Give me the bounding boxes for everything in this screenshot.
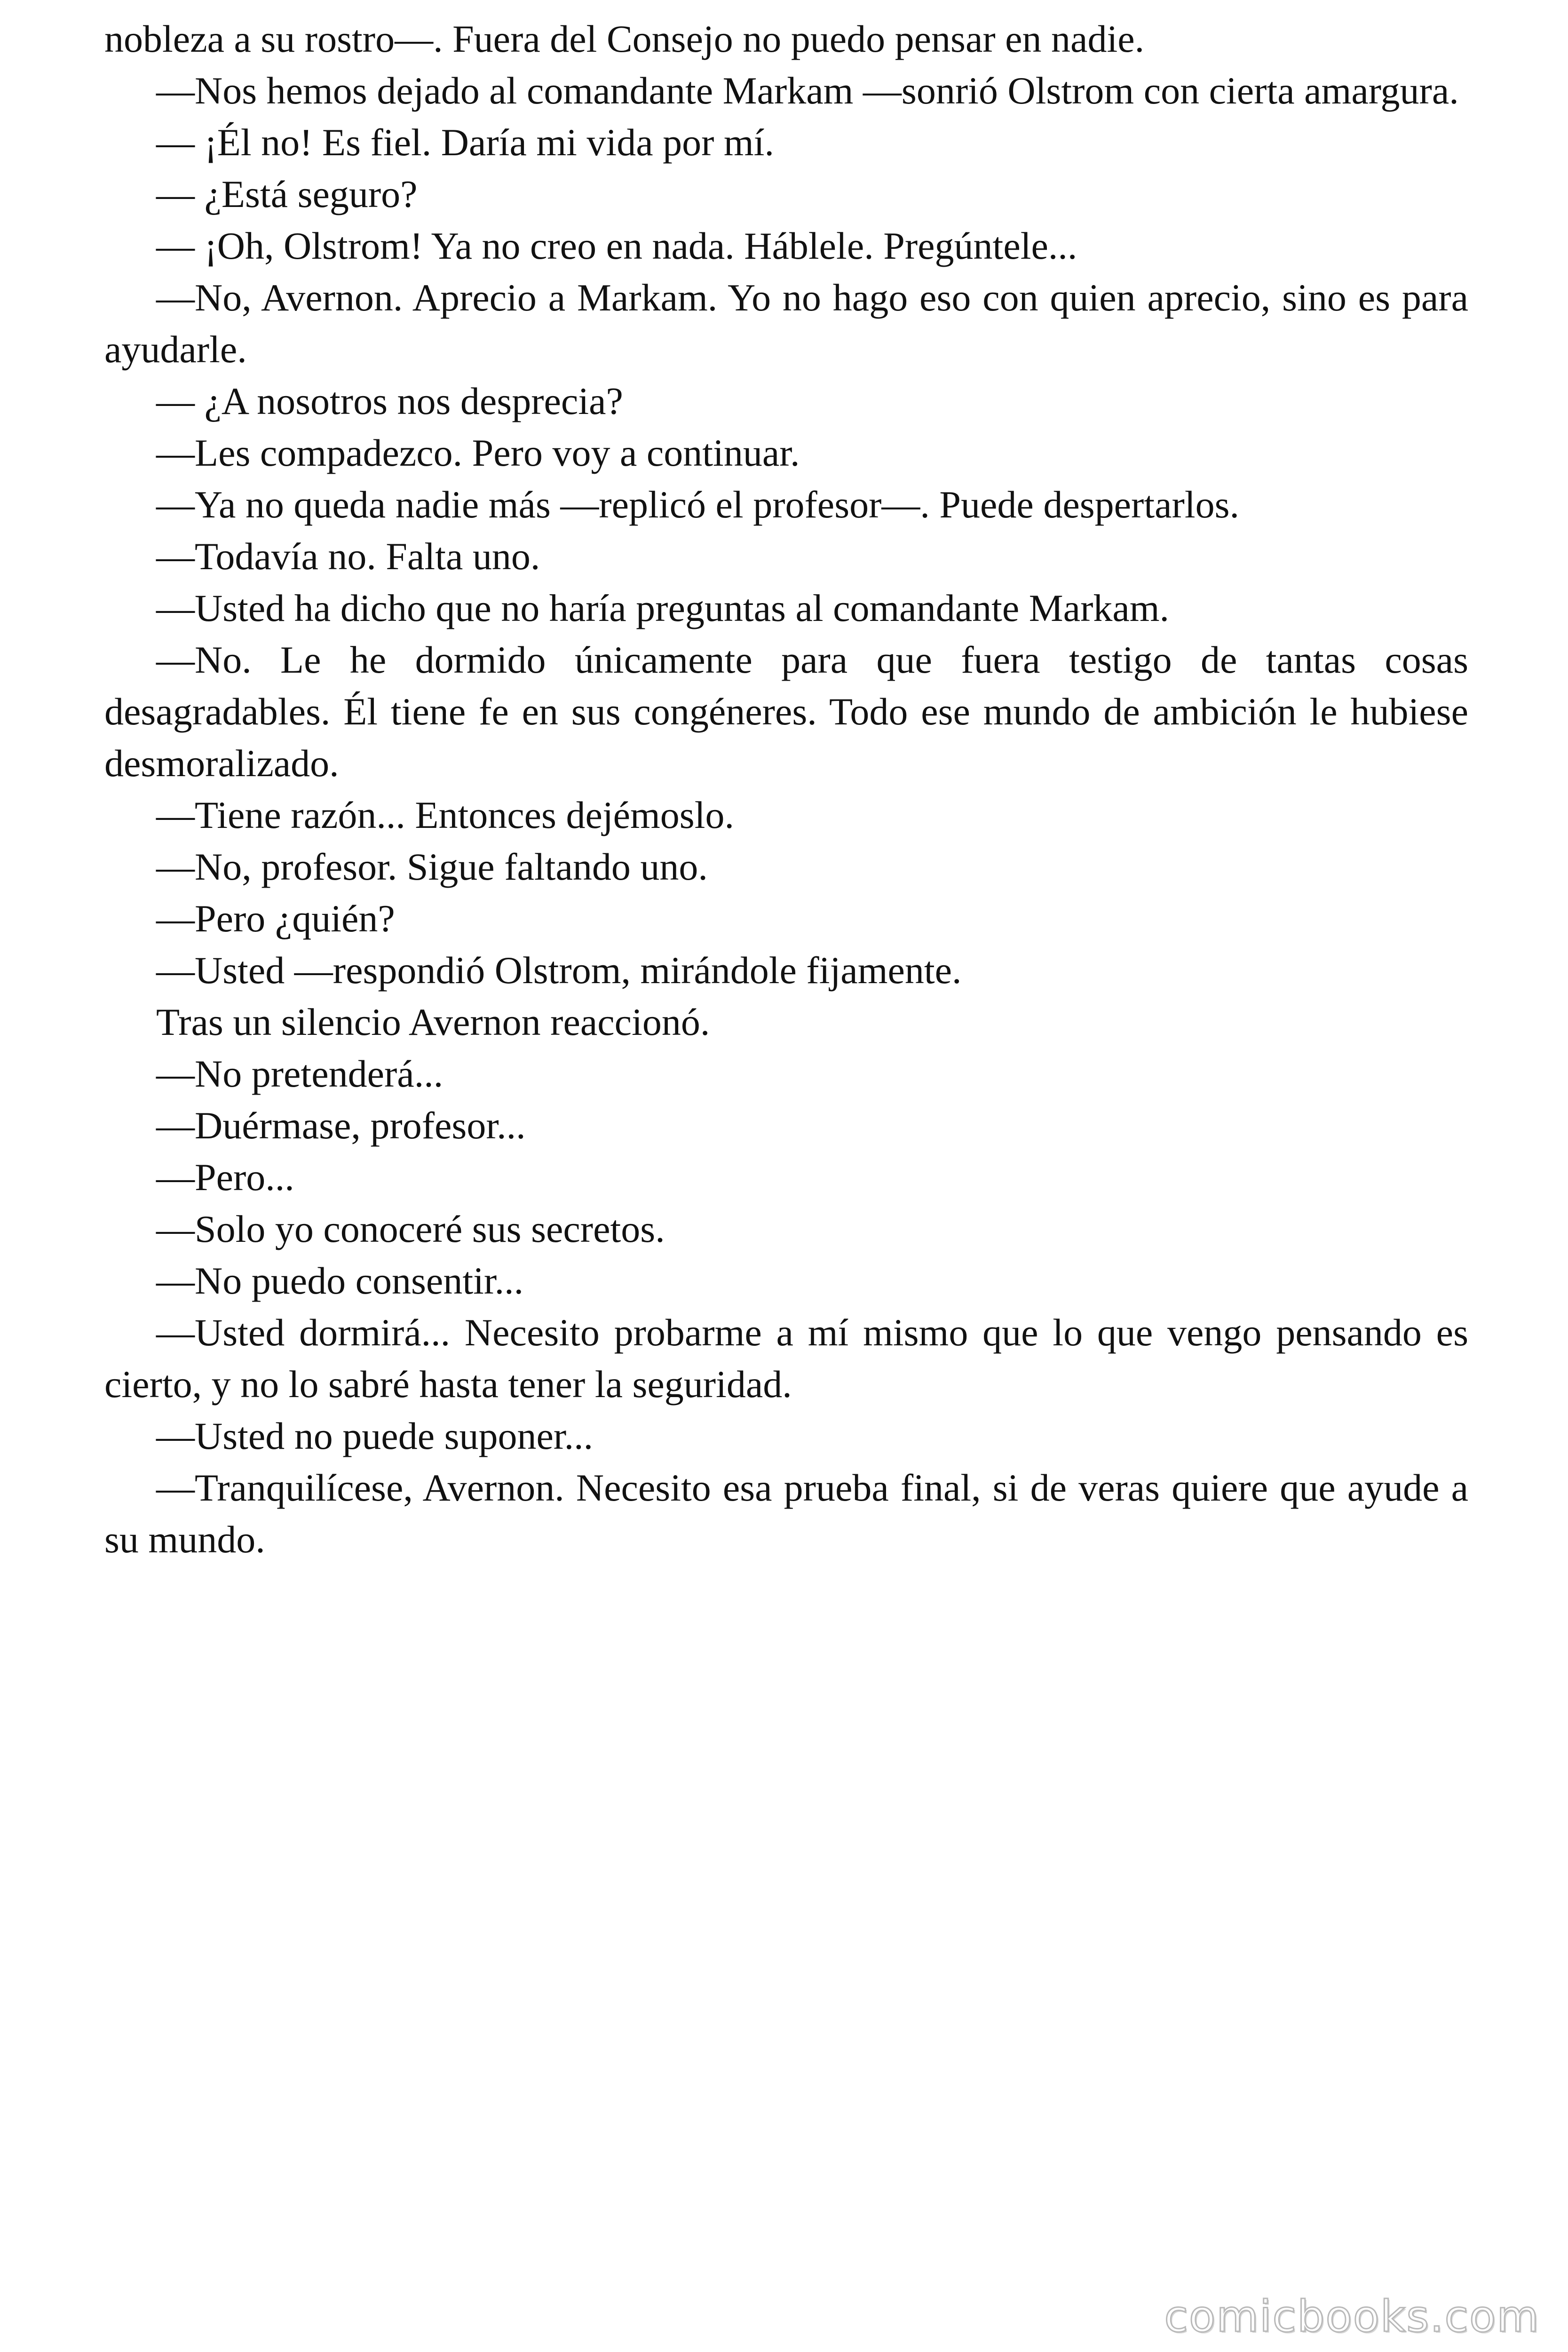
- paragraph: —Tiene razón... Entonces dejémoslo.: [156, 794, 734, 836]
- watermark: comicbooks.com: [1164, 2291, 1540, 2342]
- paragraph: — ¡Oh, Olstrom! Ya no creo en nada. Háblele. Pregúntele...: [156, 224, 1077, 267]
- paragraph: —Usted ha dicho que no haría preguntas al comandante Markam.: [156, 587, 1170, 629]
- paragraph: —Pero...: [156, 1156, 294, 1199]
- paragraph: — ¿Está seguro?: [156, 173, 418, 215]
- paragraph: —Usted no puede suponer...: [156, 1414, 594, 1457]
- paragraph: Tras un silencio Avernon reaccionó.: [156, 1001, 710, 1043]
- paragraph: nobleza a su rostro—. Fuera del Consejo no puedo pensar en nadie.: [104, 17, 1145, 60]
- text-body: [104, 13, 1468, 1565]
- paragraph: —Pero ¿quién?: [156, 897, 395, 940]
- paragraph: —No. Le he dormido únicamente para que fuera testigo de tantas cosas desagradables. Él tiene fe en sus congéneres. Todo ese mundo de ambición le hubiese desmoralizado.: [104, 638, 1468, 785]
- paragraph: —No puedo consentir...: [156, 1259, 524, 1302]
- paragraph: —Todavía no. Falta uno.: [156, 535, 540, 578]
- paragraph: —Solo yo conoceré sus secretos.: [156, 1208, 665, 1250]
- paragraph: —No, profesor. Sigue faltando uno.: [156, 845, 708, 888]
- paragraph: —Tranquilícese, Avernon. Necesito esa prueba final, si de veras quiere que ayude a su mundo.: [104, 1466, 1468, 1561]
- paragraph: — ¡Él no! Es fiel. Daría mi vida por mí.: [156, 121, 774, 164]
- paragraph: —Duérmase, profesor...: [156, 1104, 526, 1147]
- paragraph: —Ya no queda nadie más —replicó el profesor—. Puede despertarlos.: [156, 483, 1240, 526]
- paragraph: —No pretenderá...: [156, 1052, 443, 1095]
- paragraph: — ¿A nosotros nos desprecia?: [156, 380, 623, 422]
- paragraph: —Les compadezco. Pero voy a continuar.: [156, 431, 800, 474]
- paragraph: —Usted —respondió Olstrom, mirándole fijamente.: [156, 949, 962, 992]
- paragraph: —Usted dormirá... Necesito probarme a mí mismo que lo que vengo pensando es cierto, y no lo sabré hasta tener la seguridad.: [104, 1311, 1468, 1406]
- paragraph: —No, Avernon. Aprecio a Markam. Yo no hago eso con quien aprecio, sino es para ayudarle.: [104, 276, 1468, 371]
- paragraph: —Nos hemos dejado al comandante Markam —sonrió Olstrom con cierta amargura.: [156, 69, 1459, 112]
